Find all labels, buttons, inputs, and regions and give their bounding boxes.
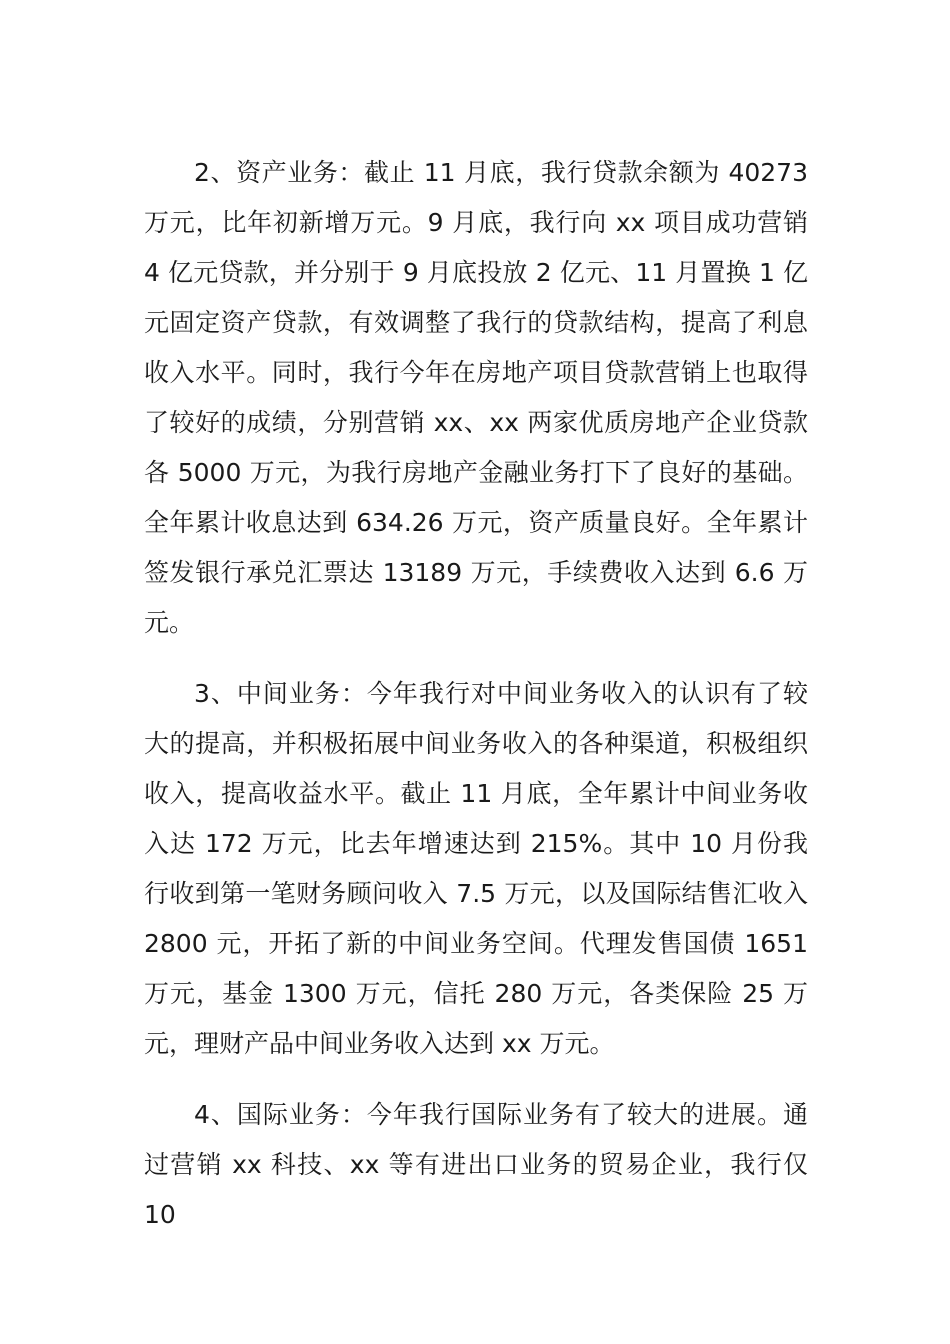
paragraph-asset-business: 2、资产业务：截止 11 月底，我行贷款余额为 40273 万元，比年初新增万元。9 月底，我行向 xx 项目成功营销 4 亿元贷款，并分别于 9 月底投放 2 亿元、11 月置换 1 亿元固定资产贷款，有效调整了我行的贷款结构，提高了利息收入水平。同时，我行今年在房地产项目贷款营销上也取得了较好的成绩，分别营销 xx、xx 两家优质房地产企业贷款各 5000 万元，为我行房地产金融业务打下了良好的基础。全年累计收息达到 634.26 万元，资产质量良好。全年累计签发银行承兑汇票达 13189 万元，手续费收入达到 6.6 万元。 (144, 158, 808, 637)
document-body (144, 148, 808, 1240)
paragraph-intermediate-business: 3、中间业务：今年我行对中间业务收入的认识有了较大的提高，并积极拓展中间业务收入的各种渠道，积极组织收入，提高收益水平。截止 11 月底，全年累计中间业务收入达 172 万元，比去年增速达到 215%。其中 10 月份我行收到第一笔财务顾问收入 7.5 万元，以及国际结售汇收入 2800 元，开拓了新的中间业务空间。代理发售国债 1651 万元，基金 1300 万元，信托 280 万元，各类保险 25 万元，理财产品中间业务收入达到 xx 万元。 (144, 679, 808, 1058)
paragraph-international-business: 4、国际业务：今年我行国际业务有了较大的进展。通过营销 xx 科技、xx 等有进出口业务的贸易企业，我行仅 10 (144, 1100, 808, 1229)
